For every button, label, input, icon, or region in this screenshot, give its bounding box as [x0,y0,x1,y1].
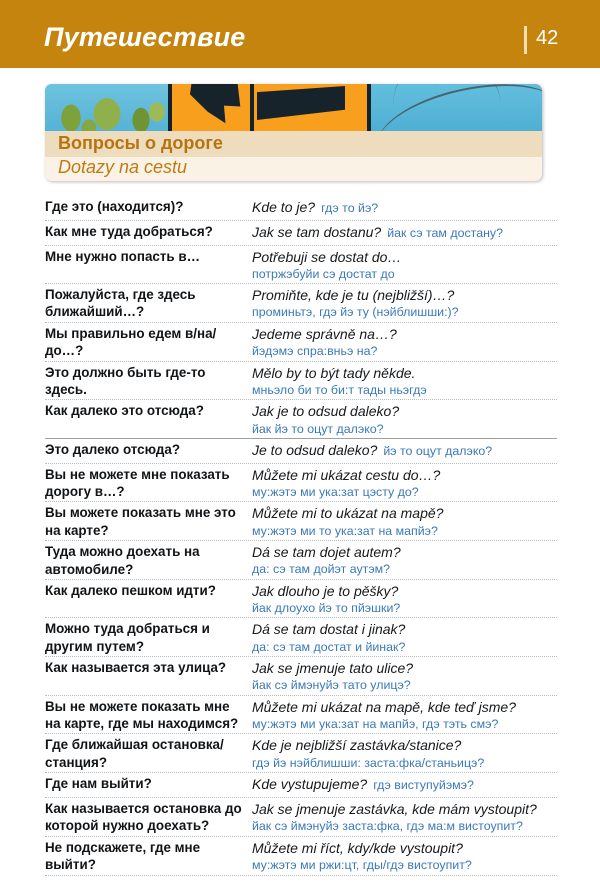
phrase-czech: Dá se tam dojet autem? [252,544,401,561]
phrase-russian: Вы не можете показать мне на карте, где мы находимся? [45,698,239,731]
phrase-russian: Где ближайшая остановка/станция? [45,737,224,770]
phrase-row [45,797,557,836]
phrase-transcription: йак йэ то оцут далэко? [252,421,384,436]
phrase-czech-block [252,198,557,219]
section-subtitle: Dotazy na cestu [58,157,188,177]
phrase-russian: Как называется эта улица? [45,660,227,676]
phrase-czech-block [252,441,557,462]
phrase-russian: Где это (находится)? [45,199,184,214]
phrase-czech: Jak se jmenuje zastávka, kde mám vystoupit? [252,801,537,818]
phrase-czech: Kde je nejbližší zastávka/stanice? [252,737,462,754]
phrase-czech: Můžete mi říct, kdy/kde vystoupit? [252,839,463,856]
phrase-transcription: йэдэмэ спра:вньэ на? [252,343,378,358]
phrase-russian: Как далеко это отсюда? [45,403,204,419]
phrase-czech-block [252,800,557,834]
phrase-russian: Как далеко пешком идти? [45,583,216,599]
phrase-czech-block [252,775,557,796]
banner-subtitle-row [45,157,542,181]
phrase-czech-block [252,839,557,873]
phrase-czech: Potřebuji se dostat do… [252,248,402,265]
phrase-czech: Je to odsud daleko? [252,441,378,458]
photo-pane-trees [45,84,168,131]
phrase-transcription: проминьтэ, гдэ йэ ту (нэйблишши:)? [252,305,459,320]
phrase-russian: Где нам выйти? [45,776,152,792]
phrase-czech: Jedeme správně na…? [252,325,397,342]
phrase-row [45,196,557,220]
phrase-row [45,579,557,617]
phrase-czech: Jak je to odsud daleko? [252,403,400,420]
phrase-transcription: гдэ виступуйэмэ? [373,778,474,793]
phrase-czech: Dá se tam dostat i jinak? [252,621,406,638]
phrase-transcription: потржэбуйи сэ достат до [252,266,395,281]
page-title: Путешествие [44,22,246,52]
phrase-russian: Вы можете показать мне это на карте? [45,505,236,538]
phrase-russian: Вы не можете мне показать дорогу в…? [45,466,230,499]
phrase-czech: Kde vystupujeme? [252,776,368,793]
phrase-transcription: да: сэ там достат и йинак? [252,639,406,654]
phrase-czech-block [252,504,557,538]
header-divider [524,26,527,54]
phrase-czech-block [252,325,557,359]
phrase-transcription: му:жэтэ ми ука:зат цэсту до? [252,484,419,499]
phrase-row [45,463,557,502]
phrase-russian: Можно туда добраться и другим путем? [45,621,210,654]
phrase-russian: Мы правильно едем в/на/до…? [45,325,217,359]
phrase-russian: Мне нужно попасть в… [45,248,200,264]
phrase-transcription: йэ то оцут далэко? [383,443,493,458]
phrase-row [45,283,557,322]
phrase-row [45,501,557,540]
phrase-russian: Это далеко отсюда? [45,441,181,457]
phrase-russian: Туда можно доехать на автомобиле? [45,544,200,577]
phrase-czech: Jak se jmenuje tato ulice? [252,660,414,677]
phrase-czech-block [252,248,557,282]
phrase-row [45,220,557,245]
sign-divider [250,84,254,131]
phrase-czech-block [252,659,557,693]
phrase-transcription: мньэло би то би:т тады ньэгдэ [252,382,427,397]
phrase-row [45,361,557,400]
phrase-transcription: йак сэ ймэнуйэ тато улицэ? [252,678,411,693]
phrase-russian: Пожалуйста, где здесь ближайший…? [45,286,196,320]
phrase-czech: Jak se tam dostanu? [252,223,382,240]
phrase-transcription: му:жэтэ ми то ука:зат на мапйэ? [252,523,438,538]
phrase-row [45,245,557,283]
phrase-transcription: му:жэтэ ми ржи:цт, гды/гдэ вистоупит? [252,858,472,873]
phrase-czech: Kde to je? [252,199,316,215]
section-title: Вопросы о дороге [58,133,223,153]
phrase-row [45,399,557,437]
phrase-row [45,733,557,772]
phrase-table [45,196,557,876]
phrase-transcription: гдэ то йэ? [321,201,379,215]
phrase-russian: Как мне туда добраться? [45,223,213,239]
banner-title-row [45,131,542,157]
page-number: 42 [536,27,559,49]
phrase-row [45,617,557,656]
phrase-czech: Můžete mi ukázat cestu do…? [252,466,441,483]
phrase-czech-block [252,620,557,654]
phrase-czech-block [252,402,557,436]
road-sign-photo [45,84,542,131]
phrase-transcription: йак сэ там достану? [387,225,504,240]
phrase-transcription: йак сэ ймэнуйэ заста:фка, гдэ ма:м вистоупит? [252,819,523,834]
phrase-row [45,540,557,579]
page-header-band [0,0,600,68]
phrase-row [45,836,557,876]
phrase-czech-block [252,736,557,770]
phrase-row [45,772,557,797]
phrase-czech-block [252,582,557,616]
phrase-transcription: гдэ йэ нэйблишши: заста:фка/станьицэ? [252,755,485,770]
phrase-russian: Это должно быть где-то здесь. [45,364,206,398]
phrase-czech-block [252,286,557,320]
phrase-czech: Jak dlouho je to pěšky? [252,583,399,600]
phrase-czech-block [252,364,557,398]
phrase-row [45,438,557,463]
phrase-russian: Как называется остановка до которой нужно доехать? [45,801,242,834]
photo-pane-branches [371,84,542,131]
phrase-czech: Můžete mi to ukázat na mapě? [252,505,444,522]
phrase-transcription: да: сэ там дойэт аутэм? [252,562,391,577]
phrase-transcription: му:жэтэ ми ука:зат на мапйэ, гдэ тэть смэ? [252,716,499,731]
phrase-czech: Mělo by to být tady někde. [252,364,416,381]
phrase-czech-block [252,543,557,577]
section-banner [45,84,542,181]
phrase-czech: Promiňte, kde je tu (nejbližší)…? [252,286,455,303]
phrase-czech: Můžete mi ukázat na mapě, kde teď jsme? [252,698,516,715]
phrase-czech-block [252,223,557,244]
phrase-row [45,695,557,734]
phrase-russian: Не подскажете, где мне выйти? [45,839,201,873]
phrase-row [45,322,557,361]
phrase-transcription: йак длоухо йэ то пйэшки? [252,601,401,616]
phrase-czech-block [252,466,557,500]
phrase-czech-block [252,698,557,732]
phrase-row [45,656,557,694]
